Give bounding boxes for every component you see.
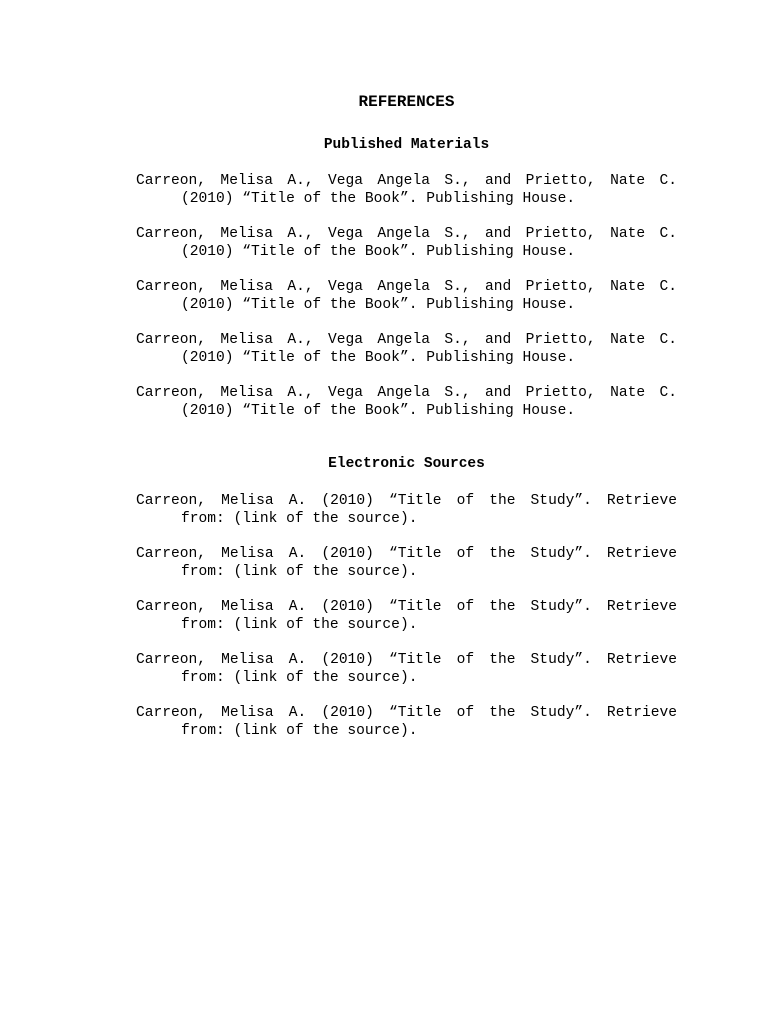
reference-entry: Carreon, Melisa A., Vega Angela S., and Prietto, Nate C. (2010) “Title of the Book”. Publishing House. <box>136 279 677 313</box>
reference-entry: Carreon, Melisa A., Vega Angela S., and Prietto, Nate C. (2010) “Title of the Book”. Publishing House. <box>136 226 677 260</box>
reference-list-electronic-sources <box>136 493 677 758</box>
reference-entry: Carreon, Melisa A. (2010) “Title of the Study”. Retrieve from: (link of the source). <box>136 705 677 739</box>
reference-entry: Carreon, Melisa A. (2010) “Title of the Study”. Retrieve from: (link of the source). <box>136 546 677 580</box>
page-title: REFERENCES <box>358 93 455 111</box>
reference-entry: Carreon, Melisa A., Vega Angela S., and Prietto, Nate C. (2010) “Title of the Book”. Publishing House. <box>136 385 677 419</box>
section-heading-published-materials: Published Materials <box>323 137 490 153</box>
reference-entry: Carreon, Melisa A. (2010) “Title of the Study”. Retrieve from: (link of the source). <box>136 652 677 686</box>
reference-entry: Carreon, Melisa A. (2010) “Title of the Study”. Retrieve from: (link of the source). <box>136 493 677 527</box>
reference-entry: Carreon, Melisa A., Vega Angela S., and Prietto, Nate C. (2010) “Title of the Book”. Publishing House. <box>136 173 677 207</box>
reference-entry: Carreon, Melisa A., Vega Angela S., and Prietto, Nate C. (2010) “Title of the Book”. Publishing House. <box>136 332 677 366</box>
section-heading-electronic-sources: Electronic Sources <box>328 456 485 472</box>
reference-entry: Carreon, Melisa A. (2010) “Title of the Study”. Retrieve from: (link of the source). <box>136 599 677 633</box>
reference-list-published-materials <box>136 173 677 438</box>
